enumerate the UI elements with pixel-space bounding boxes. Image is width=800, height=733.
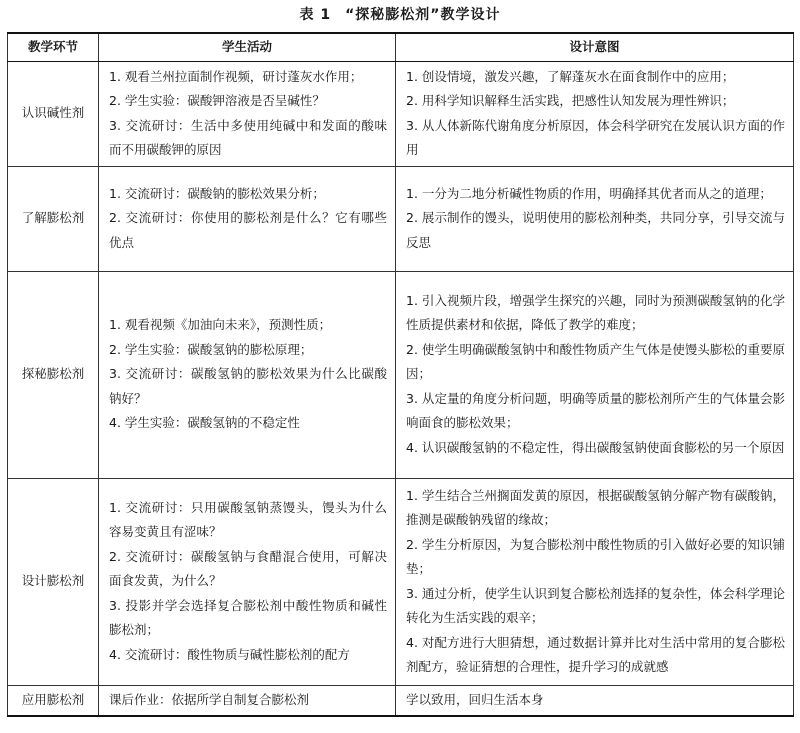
- intent-item: 2. 展示制作的馒头，说明使用的膨松剂种类，共同分享，引导交流与反思: [406, 210, 785, 250]
- activities-cell: [99, 685, 396, 716]
- activity-item: 4. 学生实验：碳酸氢钠的不稳定性: [109, 415, 300, 431]
- activity-item: 1. 交流研讨：只用碳酸氢钠蒸馒头，馒头为什么容易变黄且有涩味？: [109, 499, 387, 540]
- header-row: [8, 33, 794, 61]
- activity-item: 课后作业：依据所学自制复合膨松剂: [109, 692, 310, 707]
- activity-item: 2. 学生实验：碳酸氢钠的膨松原理；: [109, 341, 313, 357]
- intent-item: 1. 创设情境，激发兴趣，了解蓬灰水在面食制作中的应用；: [406, 68, 735, 84]
- header-activities: 学生活动: [99, 33, 396, 61]
- activity-item: 3. 投影并学会选择复合膨松剂中酸性物质和碱性膨松剂；: [109, 597, 387, 638]
- stage-cell: 应用膨松剂: [8, 685, 99, 716]
- activity-item: 2. 交流研讨：碳酸氢钠与食醋混合使用，可解决面食发黄，为什么？: [109, 548, 387, 589]
- intents-cell: [396, 685, 794, 716]
- activities-cell: [99, 271, 396, 478]
- table-title: “探秘膨松剂”教学设计: [345, 7, 501, 23]
- activities-cell: [99, 478, 396, 685]
- intent-item: 2. 使学生明确碳酸氢钠中和酸性物质产生气体是使馒头膨松的重要原因；: [406, 341, 785, 382]
- activities-cell: [99, 166, 396, 271]
- intent-item: 学以致用，回归生活本身: [406, 692, 544, 707]
- table-row: [8, 478, 794, 685]
- intent-item: 1. 一分为二地分析碱性物质的作用，明确择其优者而从之的道理；: [406, 185, 772, 201]
- intents-cell: [396, 61, 794, 166]
- activity-item: 3. 交流研讨：生活中多使用纯碱中和发面的酸味而不用碳酸钾的原因: [109, 117, 387, 157]
- activity-item: 1. 观看兰州拉面制作视频，研讨蓬灰水作用；: [109, 68, 363, 84]
- table-row: [8, 61, 794, 166]
- intent-item: 3. 从人体新陈代谢角度分析原因，体会科学研究在发展认识方面的作用: [406, 117, 785, 157]
- table-row: [8, 166, 794, 271]
- stage-cell: 了解膨松剂: [8, 166, 99, 271]
- intent-item: 3. 通过分析，使学生认识到复合膨松剂选择的复杂性，体会科学理论转化为生活实践的艰辛；: [406, 585, 785, 625]
- intent-item: 2. 学生分析原因，为复合膨松剂中酸性物质的引入做好必要的知识铺垫；: [406, 536, 785, 576]
- table-row: [8, 271, 794, 478]
- stage-cell: 探秘膨松剂: [8, 271, 99, 478]
- activity-item: 1. 观看视频《加油向未来》，预测性质；: [109, 317, 332, 333]
- activities-cell: [99, 61, 396, 166]
- header-stage: 教学环节: [8, 33, 99, 61]
- table-caption: [0, 0, 800, 30]
- activity-item: 4. 交流研讨：酸性物质与碱性膨松剂的配方: [109, 646, 350, 662]
- activity-item: 2. 交流研讨：你使用的膨松剂是什么？它有哪些优点: [109, 210, 387, 250]
- intent-item: 4. 对配方进行大胆猜想，通过数据计算并比对生活中常用的复合膨松剂配方，验证猜想的合理性，提升学习的成就感: [406, 634, 785, 674]
- stage-cell: 设计膨松剂: [8, 478, 99, 685]
- intent-item: 1. 学生结合兰州搁面发黄的原因，根据碳酸氢钠分解产物有碳酸钠，推测是碳酸钠残留的缘故；: [406, 487, 785, 527]
- intent-item: 4. 认识碳酸氢钠的不稳定性，得出碳酸氢钠使面食膨松的另一个原因: [406, 439, 785, 455]
- intent-item: 3. 从定量的角度分析问题，明确等质量的膨松剂所产生的气体量会影响面食的膨松效果；: [406, 390, 785, 431]
- stage-cell: 认识碱性剂: [8, 61, 99, 166]
- teaching-design-table: [7, 32, 794, 717]
- table-number: 表 1: [299, 7, 332, 23]
- activity-item: 1. 交流研讨：碳酸钠的膨松效果分析；: [109, 185, 325, 201]
- table-row: [8, 685, 794, 716]
- activity-item: 3. 交流研讨：碳酸氢钠的膨松效果为什么比碳酸钠好？: [109, 366, 387, 406]
- header-intents: 设计意图: [396, 33, 794, 61]
- intents-cell: [396, 478, 794, 685]
- activity-item: 2. 学生实验：碳酸钾溶液是否呈碱性？: [109, 93, 325, 108]
- intents-cell: [396, 166, 794, 271]
- intent-item: 1. 引入视频片段，增强学生探究的兴趣，同时为预测碳酸氢钠的化学性质提供素材和依据，降低了教学的难度；: [406, 292, 785, 333]
- intents-cell: [396, 271, 794, 478]
- intent-item: 2. 用科学知识解释生活实践，把感性认知发展为理性辨识；: [406, 93, 735, 108]
